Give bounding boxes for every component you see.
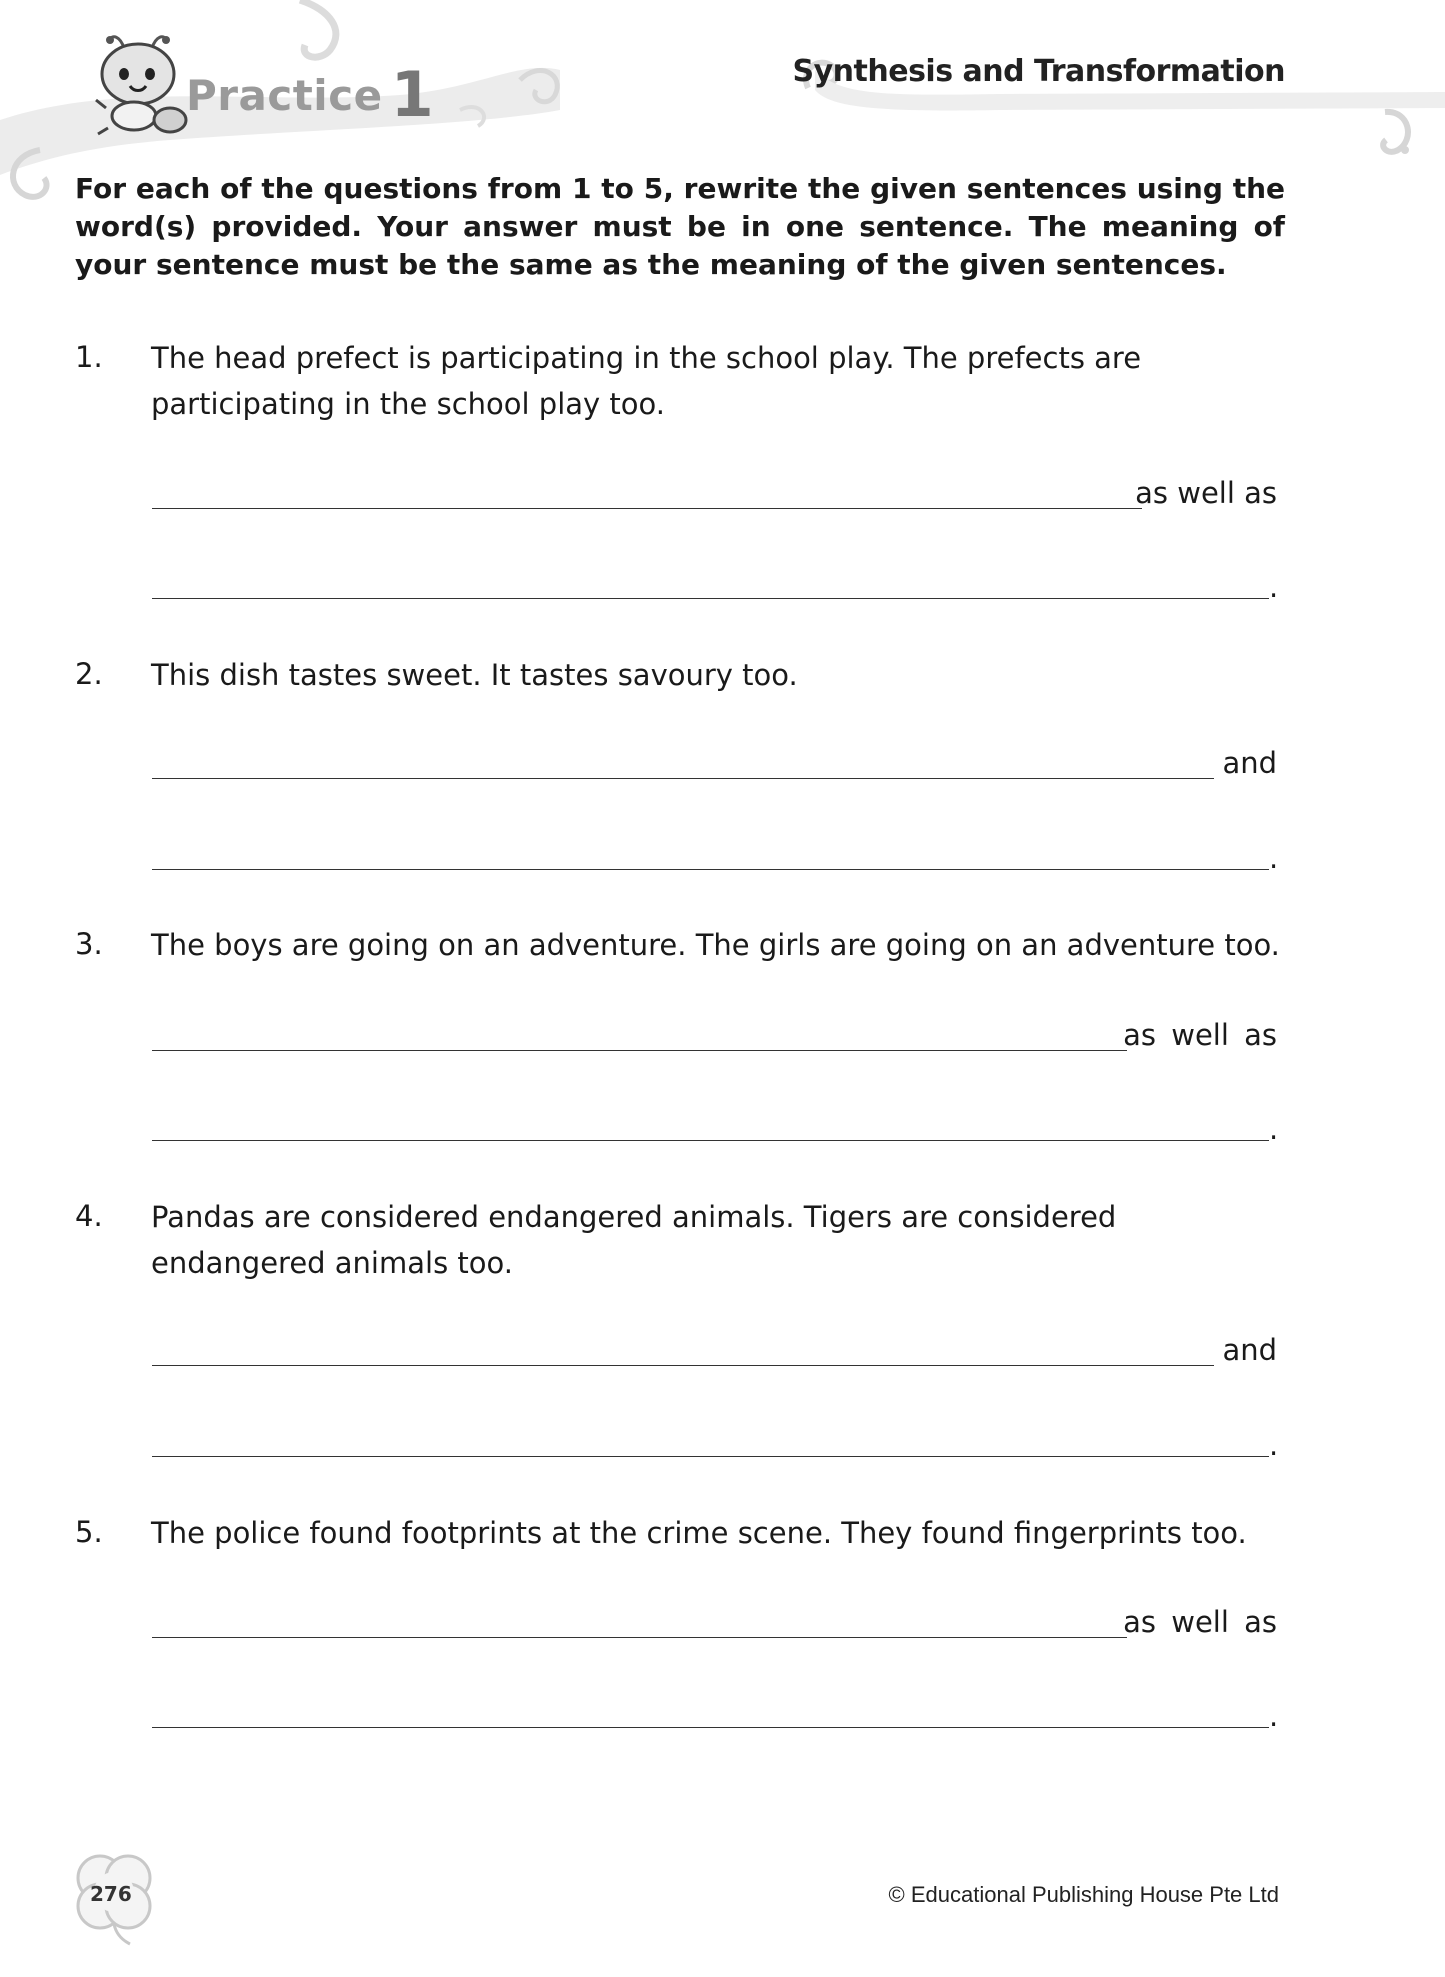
sentence-end: . [1269, 1112, 1279, 1146]
question-text: The head prefect is participating in the school play. The prefects are participating in the school play too. [151, 341, 1142, 421]
sentence-end: . [1269, 841, 1279, 875]
connector-word: and [1222, 746, 1277, 780]
sentence-end: . [1269, 1428, 1279, 1462]
answer-line[interactable] [152, 1727, 1269, 1728]
question-text: Pandas are considered endangered animals. Tigers are considered endangered animals too. [151, 1200, 1117, 1280]
question-text: The boys are going on an adventure. The girls are going on an adventure too. [151, 928, 1280, 962]
question-text: This dish tastes sweet. It tastes savoury too. [151, 658, 798, 692]
page-number: 276 [90, 1882, 132, 1906]
answer-line[interactable] [152, 869, 1269, 870]
sentence-end: . [1269, 1699, 1279, 1733]
answer-line[interactable] [152, 598, 1269, 599]
answer-line[interactable] [152, 1140, 1269, 1141]
instructions: For each of the questions from 1 to 5, rewrite the given sentences using the word(s) provided. Your answer must be in one sentence. The meaning of your sentence must be the same as the meaning of the given sentences. [75, 172, 1285, 281]
answer-line[interactable] [152, 778, 1214, 779]
question-number: 1. [75, 340, 103, 374]
connector-word: as well as [1123, 1605, 1277, 1639]
practice-label: Practice [186, 71, 383, 120]
connector-word: and [1222, 1333, 1277, 1367]
section-title: Synthesis and Transformation [792, 54, 1285, 89]
copyright-text: © Educational Publishing House Pte Ltd [888, 1882, 1279, 1907]
answer-line[interactable] [152, 508, 1142, 509]
answer-line[interactable] [152, 1365, 1214, 1366]
answer-line[interactable] [152, 1637, 1127, 1638]
question-number: 4. [75, 1199, 103, 1233]
answer-line[interactable] [152, 1050, 1127, 1051]
question-number: 5. [75, 1515, 103, 1549]
connector-word: as well as [1135, 476, 1277, 510]
practice-title [186, 52, 435, 131]
question-number: 3. [75, 927, 103, 961]
question-text: The police found footprints at the crime scene. They found fingerprints too. [151, 1516, 1247, 1550]
practice-number: 1 [390, 58, 435, 131]
ant-mascot-icon [86, 30, 194, 138]
question-number: 2. [75, 657, 103, 691]
connector-word: as well as [1123, 1018, 1277, 1052]
answer-line[interactable] [152, 1456, 1269, 1457]
sentence-end: . [1269, 570, 1279, 604]
